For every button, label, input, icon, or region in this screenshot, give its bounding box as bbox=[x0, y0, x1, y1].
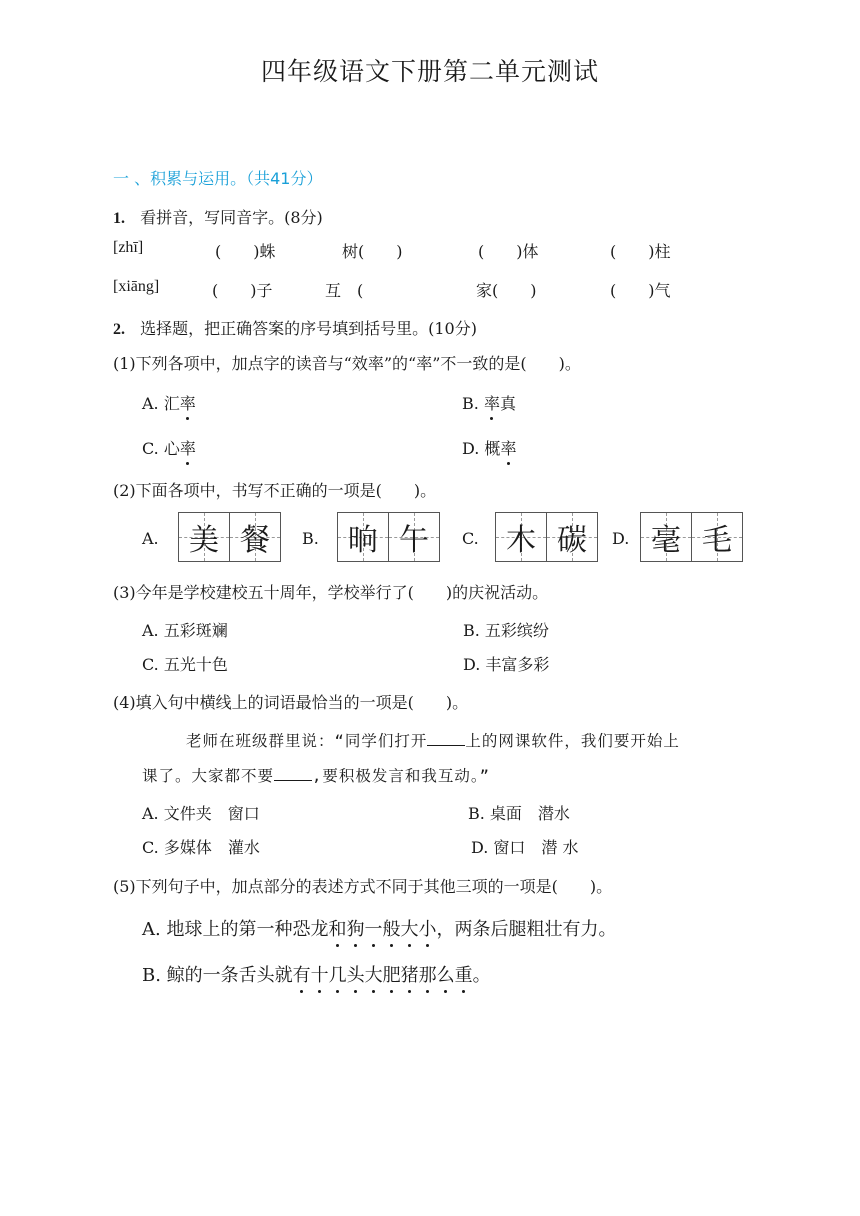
option-c: C. 五光十色 bbox=[142, 655, 228, 674]
passage-text: 上的网课软件，我们要开始上 bbox=[465, 732, 680, 750]
question-2 bbox=[113, 316, 477, 339]
dotted-char: 有 bbox=[293, 961, 311, 987]
dotted-char: 般 bbox=[382, 915, 400, 941]
passage-text: 课了。大家都不要 bbox=[142, 767, 275, 785]
blank-item: ( )子 bbox=[212, 281, 273, 300]
blank-item: ( )柱 bbox=[610, 242, 671, 261]
option-c-label: C. bbox=[462, 529, 479, 548]
dotted-char: 大 bbox=[365, 961, 383, 987]
option-d-label: D. bbox=[612, 529, 630, 548]
dotted-char: 率 bbox=[500, 436, 516, 459]
char: 毛 bbox=[702, 523, 732, 558]
dotted-char: 猪 bbox=[401, 961, 419, 987]
dotted-char: 十 bbox=[311, 961, 329, 987]
dotted-char: 几 bbox=[329, 961, 347, 987]
option-a: A. 五彩斑斓 bbox=[142, 621, 228, 640]
option-b: B. 五彩缤纷 bbox=[463, 621, 549, 640]
passage-text: 老师在班级群里说：“同学们打开 bbox=[186, 732, 428, 750]
option-c: C. 多媒体 灌水 bbox=[142, 838, 260, 857]
dotted-char: 和 bbox=[328, 915, 346, 941]
dotted-char: 么 bbox=[437, 961, 455, 987]
option-text: 。 bbox=[472, 965, 491, 986]
option-b: B. 桌面 潜水 bbox=[468, 804, 570, 823]
question-text: 看拼音，写同音字。(8分) bbox=[140, 208, 323, 227]
char-cell bbox=[546, 513, 597, 561]
dotted-char: 狗 bbox=[346, 915, 364, 941]
dotted-char: 重 bbox=[455, 961, 473, 987]
option-a bbox=[142, 915, 616, 941]
sub-question-5-stem: (5)下列句子中，加点部分的表述方式不同于其他三项的一项是( )。 bbox=[113, 877, 613, 896]
option-a bbox=[142, 391, 196, 414]
char: 午 bbox=[399, 523, 429, 558]
option-c bbox=[142, 436, 196, 459]
passage-line-1 bbox=[186, 729, 680, 751]
fill-blank bbox=[427, 731, 465, 746]
dotted-char: 一 bbox=[364, 915, 382, 941]
option-text: B. 鲸的一条舌头就 bbox=[142, 965, 293, 986]
blank-item: ( )蛛 bbox=[215, 242, 276, 261]
char-grid-d bbox=[640, 512, 743, 562]
option-text: C. 心 bbox=[142, 439, 180, 458]
question-text: 选择题，把正确答案的序号填到括号里。(10分) bbox=[140, 319, 477, 338]
option-a-label: A. bbox=[142, 529, 159, 548]
char-cell bbox=[338, 513, 388, 561]
passage-line-2 bbox=[142, 764, 490, 786]
pinyin-xiang: [xiāng] bbox=[113, 278, 160, 295]
dotted-char: 率 bbox=[484, 391, 500, 414]
passage-text: ,要积极发言和我互动。” bbox=[312, 767, 490, 785]
question-number: 1. bbox=[113, 210, 125, 227]
char-cell bbox=[229, 513, 280, 561]
option-d bbox=[462, 436, 516, 459]
fill-blank bbox=[274, 766, 312, 781]
char-cell bbox=[496, 513, 546, 561]
char: 晌 bbox=[348, 523, 378, 558]
option-b-label: B. bbox=[302, 529, 319, 548]
question-1 bbox=[113, 205, 323, 228]
char: 碳 bbox=[557, 523, 587, 558]
option-text: B. bbox=[462, 394, 484, 413]
section-heading-1: 一 、积累与运用。（共41分） bbox=[113, 169, 323, 188]
option-b bbox=[462, 391, 516, 414]
char-grid-c bbox=[495, 512, 598, 562]
blank-item: ( )体 bbox=[478, 242, 539, 261]
dotted-char: 大 bbox=[400, 915, 418, 941]
char-cell bbox=[179, 513, 229, 561]
option-d: D. 窗口 潜 水 bbox=[471, 838, 579, 857]
blank-item: 树( ) bbox=[342, 242, 403, 261]
option-b bbox=[142, 961, 491, 987]
dotted-phrase bbox=[328, 919, 436, 940]
dotted-phrase bbox=[293, 965, 473, 986]
page-title: 四年级语文下册第二单元测试 bbox=[260, 57, 599, 86]
option-text: A. 汇 bbox=[142, 394, 180, 413]
char-cell bbox=[388, 513, 439, 561]
dotted-char: 头 bbox=[347, 961, 365, 987]
pinyin-zhi: [zhī] bbox=[113, 239, 144, 256]
option-text: D. 概 bbox=[462, 439, 501, 458]
sub-question-3-stem: (3)今年是学校建校五十周年，学校举行了( )的庆祝活动。 bbox=[113, 583, 549, 602]
sub-question-1-stem: (1)下列各项中，加点字的读音与“效率”的“率”不一致的是( )。 bbox=[113, 354, 581, 373]
option-a: A. 文件夹 窗口 bbox=[142, 804, 260, 823]
option-text: A. 地球上的第一种恐龙 bbox=[142, 919, 329, 940]
sub-question-4-stem: (4)填入句中横线上的词语最恰当的一项是( )。 bbox=[113, 693, 469, 712]
char: 木 bbox=[506, 523, 536, 558]
char: 美 bbox=[189, 523, 219, 558]
char-grid-a bbox=[178, 512, 281, 562]
dotted-char: 小 bbox=[418, 915, 436, 941]
char: 餐 bbox=[240, 523, 270, 558]
option-d: D. 丰富多彩 bbox=[463, 655, 550, 674]
dotted-char: 那 bbox=[419, 961, 437, 987]
blank-item: 互 ( bbox=[325, 281, 364, 300]
dotted-char: 率 bbox=[180, 391, 196, 414]
blank-item: ( )气 bbox=[610, 281, 671, 300]
sub-question-2-stem: (2)下面各项中，书写不正确的一项是( )。 bbox=[113, 481, 437, 500]
char: 毫 bbox=[651, 523, 681, 558]
char-cell bbox=[691, 513, 742, 561]
option-text: ，两条后腿粗壮有力。 bbox=[436, 919, 617, 940]
dotted-char: 率 bbox=[180, 436, 196, 459]
blank-item: 家( ) bbox=[476, 281, 537, 300]
char-cell bbox=[641, 513, 691, 561]
question-number: 2. bbox=[113, 321, 125, 338]
option-text: 真 bbox=[499, 394, 516, 413]
dotted-char: 肥 bbox=[383, 961, 401, 987]
char-grid-b bbox=[337, 512, 440, 562]
